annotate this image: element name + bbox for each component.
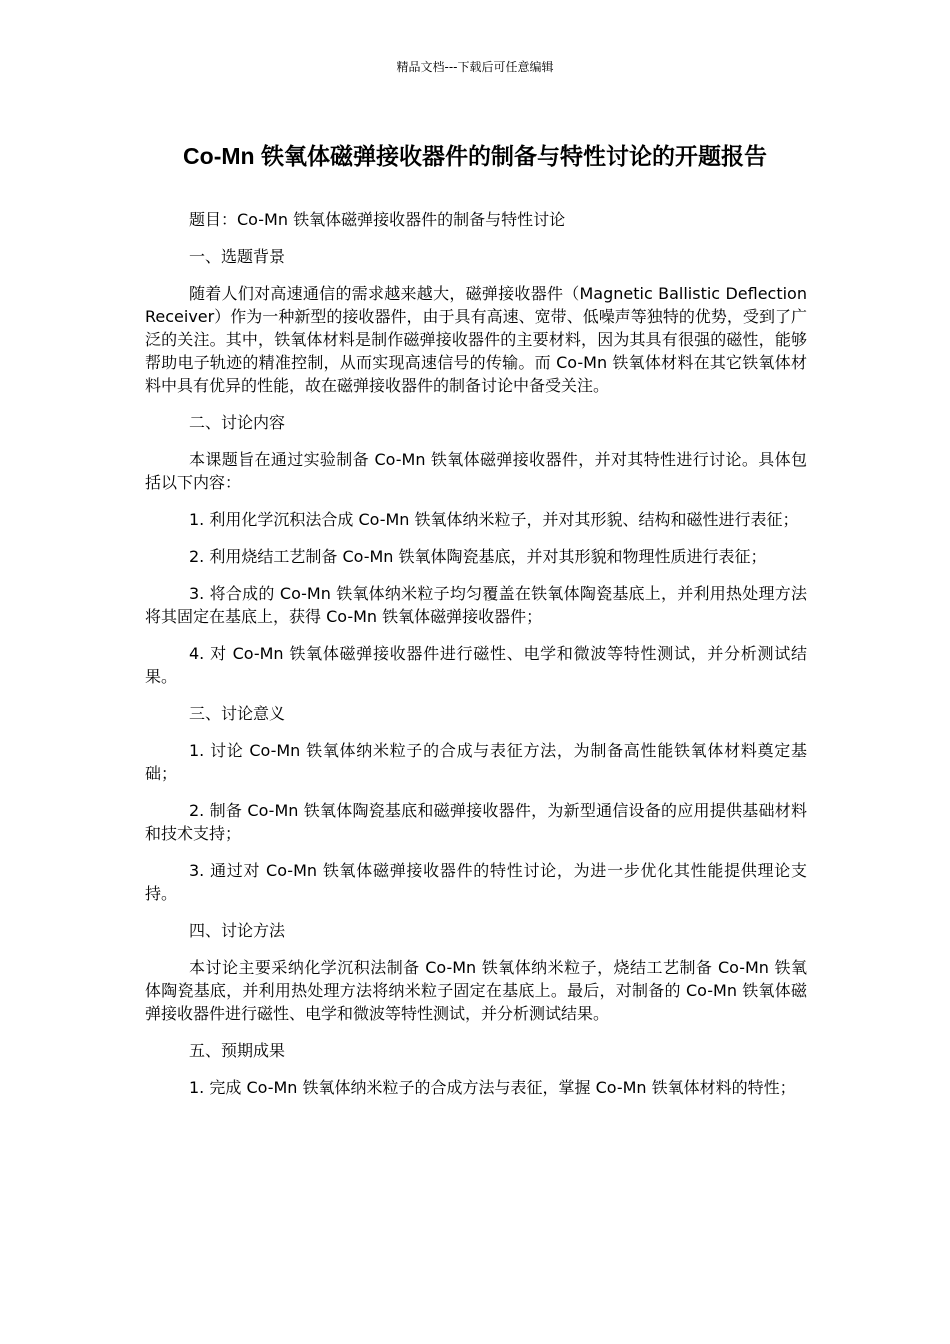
significance-item-3: 3. 通过对 Co-Mn 铁氧体磁弹接收器件的特性讨论，为进一步优化其性能提供理论支持。	[145, 861, 807, 903]
section-heading-content: 二、讨论内容	[189, 413, 286, 432]
page-header: 精品文档---下载后可任意编辑	[396, 60, 554, 74]
content-item-3: 3. 将合成的 Co-Mn 铁氧体纳米粒子均匀覆盖在铁氧体陶瓷基底上，并利用热处理方法将其固定在基底上，获得 Co-Mn 铁氧体磁弹接收器件；	[145, 584, 807, 626]
document-body	[145, 208, 807, 1113]
content-item-1: 1. 利用化学沉积法合成 Co-Mn 铁氧体纳米粒子，并对其形貌、结构和磁性进行表征；	[189, 510, 799, 529]
topic-line: 题目：Co-Mn 铁氧体磁弹接收器件的制备与特性讨论	[189, 210, 566, 229]
significance-item-1: 1. 讨论 Co-Mn 铁氧体纳米粒子的合成与表征方法，为制备高性能铁氧体材料奠定基础；	[145, 741, 807, 783]
method-paragraph: 本讨论主要采纳化学沉积法制备 Co-Mn 铁氧体纳米粒子，烧结工艺制备 Co-Mn 铁氧体陶瓷基底，并利用热处理方法将纳米粒子固定在基底上。最后，对制备的 Co-Mn 铁氧体磁弹接收器件进行磁性、电学和微波等特性测试，并分析测试结果。	[145, 958, 807, 1023]
section-heading-results: 五、预期成果	[189, 1041, 286, 1060]
section-heading-method: 四、讨论方法	[189, 921, 286, 940]
significance-item-2: 2. 制备 Co-Mn 铁氧体陶瓷基底和磁弹接收器件，为新型通信设备的应用提供基础材料和技术支持；	[145, 801, 807, 843]
content-item-2: 2. 利用烧结工艺制备 Co-Mn 铁氧体陶瓷基底，并对其形貌和物理性质进行表征；	[189, 547, 767, 566]
section-heading-background: 一、选题背景	[189, 247, 286, 266]
section-heading-significance: 三、讨论意义	[189, 704, 286, 723]
content-item-4: 4. 对 Co-Mn 铁氧体磁弹接收器件进行磁性、电学和微波等特性测试，并分析测试结果。	[145, 644, 807, 686]
results-item-1: 1. 完成 Co-Mn 铁氧体纳米粒子的合成方法与表征，掌握 Co-Mn 铁氧体材料的特性；	[189, 1078, 796, 1097]
content-intro-paragraph: 本课题旨在通过实验制备 Co-Mn 铁氧体磁弹接收器件，并对其特性进行讨论。具体包括以下内容：	[145, 450, 807, 492]
background-paragraph: 随着人们对高速通信的需求越来越大，磁弹接收器件（Magnetic Ballistic Deflection Receiver）作为一种新型的接收器件，由于具有高速、宽带、低噪声等独特的优势，受到了广泛的关注。其中，铁氧体材料是制作磁弹接收器件的主要材料，因为其具有很强的磁性，能够帮助电子轨迹的精准控制，从而实现高速信号的传输。而 Co-Mn 铁氧体材料在其它铁氧体材料中具有优异的性能，故在磁弹接收器件的制备讨论中备受关注。	[145, 284, 807, 395]
document-title: Co-Mn 铁氧体磁弹接收器件的制备与特性讨论的开题报告	[183, 143, 767, 169]
